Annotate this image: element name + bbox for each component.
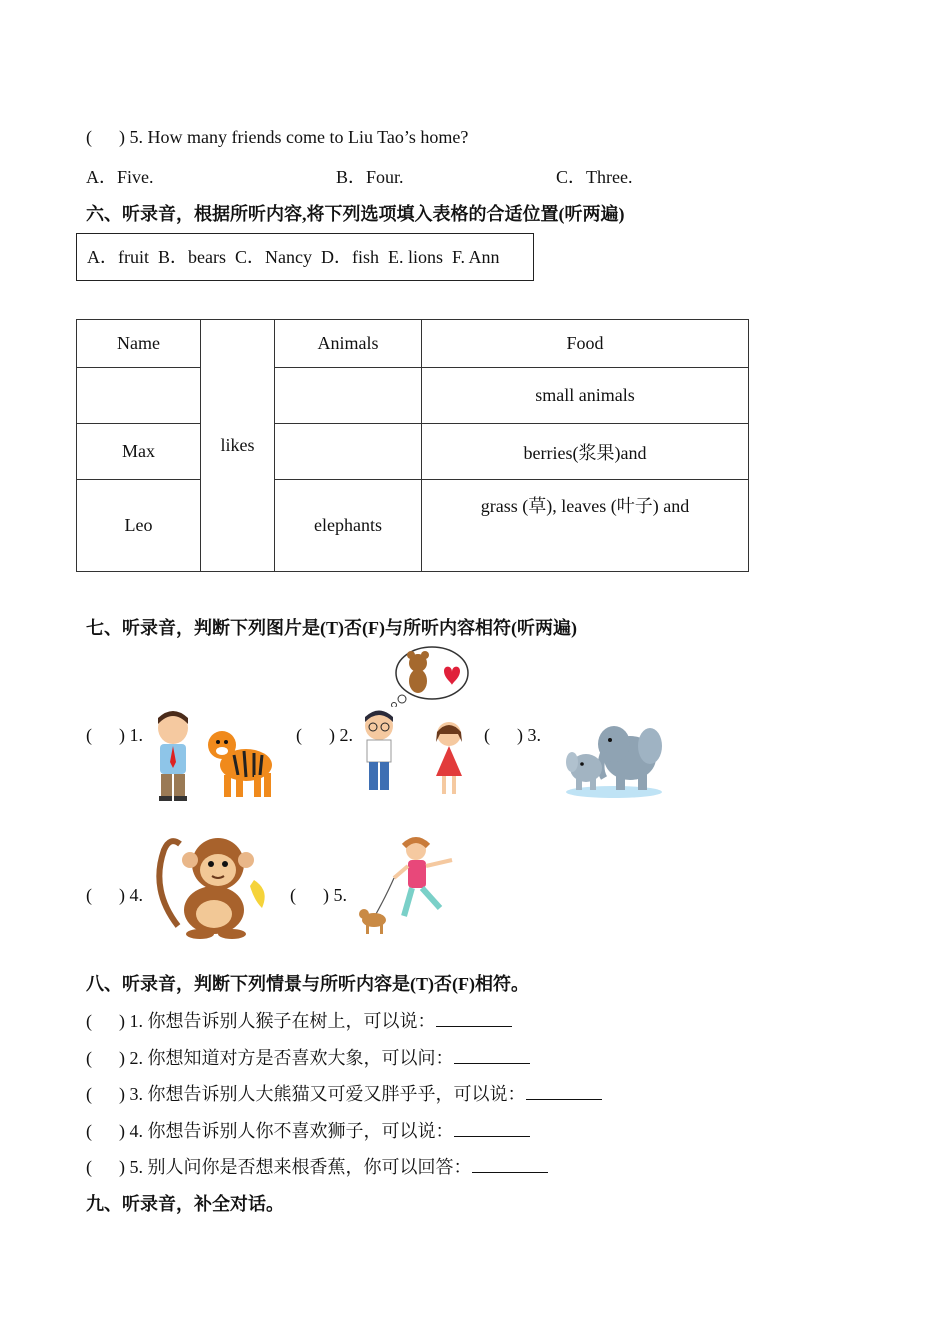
answer-paren[interactable]: ( ) xyxy=(290,885,329,905)
answer-paren[interactable]: ( ) xyxy=(86,725,125,745)
pic-item-3 xyxy=(484,725,541,746)
item-text: 4. 你想告诉别人你不喜欢狮子，可以说： xyxy=(129,1121,454,1141)
answer-blank[interactable] xyxy=(526,1083,602,1100)
item-number: 3. xyxy=(527,725,541,745)
section8-title: 八、听录音，判断下列情景与所听内容是(T)否(F)相符。 xyxy=(86,974,529,994)
q5-line xyxy=(86,127,468,148)
monkey-banana-picture xyxy=(150,830,276,940)
item-text: 3. 你想告诉别人大熊猫又可爱又胖乎乎，可以说： xyxy=(129,1084,526,1104)
row2-animals[interactable] xyxy=(275,424,422,480)
header-name: Name xyxy=(77,320,201,368)
answer-paren[interactable]: ( ) xyxy=(296,725,335,745)
row1-food: small animals xyxy=(422,368,749,424)
tiger-picture xyxy=(204,725,279,800)
option-b: B．Four. xyxy=(336,167,404,187)
boy-with-glasses-picture xyxy=(358,708,400,796)
row1-animals[interactable] xyxy=(275,368,422,424)
answer-blank[interactable] xyxy=(454,1120,530,1137)
section9-title: 九、听录音，补全对话。 xyxy=(86,1194,284,1214)
item-number: 4. xyxy=(129,885,143,905)
answer-paren[interactable]: ( ) xyxy=(86,1048,125,1068)
answer-paren[interactable]: ( ) xyxy=(86,1157,125,1177)
answer-paren[interactable]: ( ) xyxy=(86,127,125,147)
judge-item-1 xyxy=(86,1007,512,1033)
question-text: 5. How many friends come to Liu Tao’s home? xyxy=(129,127,469,147)
header-animals: Animals xyxy=(275,320,422,368)
likes-cell: likes xyxy=(201,320,275,572)
pic-item-2 xyxy=(296,725,353,746)
row3-animals: elephants xyxy=(275,480,422,572)
judge-item-4 xyxy=(86,1117,530,1143)
answer-blank[interactable] xyxy=(454,1047,530,1064)
option-c: C．Three. xyxy=(556,167,633,187)
item-text: 2. 你想知道对方是否喜欢大象，可以问： xyxy=(129,1048,454,1068)
answer-paren[interactable]: ( ) xyxy=(86,885,125,905)
item-text: 5. 别人问你是否想来根香蕉，你可以回答： xyxy=(129,1157,472,1177)
answer-paren[interactable]: ( ) xyxy=(86,1121,125,1141)
header-food: Food xyxy=(422,320,749,368)
item-number: 2. xyxy=(339,725,353,745)
option-a: A．Five. xyxy=(86,167,154,187)
elephants-picture xyxy=(562,708,666,798)
item-number: 5. xyxy=(333,885,347,905)
judge-item-5 xyxy=(86,1153,548,1179)
item-number: 1. xyxy=(129,725,143,745)
pic-item-4 xyxy=(86,885,143,906)
row2-name: Max xyxy=(77,424,201,480)
options-text: A．fruit B．bears C．Nancy D．fish E. lions F. Ann xyxy=(87,247,500,267)
answer-blank[interactable] xyxy=(436,1010,512,1027)
options-box xyxy=(76,233,534,281)
item-text: 1. 你想告诉别人猴子在树上，可以说： xyxy=(129,1011,436,1031)
row1-name[interactable] xyxy=(77,368,201,424)
answer-paren[interactable]: ( ) xyxy=(484,725,523,745)
judge-item-3 xyxy=(86,1080,602,1106)
girl-walking-dog-picture xyxy=(356,836,462,938)
thought-bubble-bear xyxy=(388,645,470,707)
row3-food: grass (草), leaves (叶子) and xyxy=(422,480,749,572)
answer-table xyxy=(76,319,749,572)
judge-item-2 xyxy=(86,1044,530,1070)
girl-picture xyxy=(428,718,470,800)
boy-picture xyxy=(148,708,198,803)
row3-name: Leo xyxy=(77,480,201,572)
answer-paren[interactable]: ( ) xyxy=(86,1084,125,1104)
answer-blank[interactable] xyxy=(472,1156,548,1173)
pic-item-1 xyxy=(86,725,143,746)
answer-paren[interactable]: ( ) xyxy=(86,1011,125,1031)
row2-food: berries(浆果)and xyxy=(422,424,749,480)
section6-title: 六、听录音，根据所听内容,将下列选项填入表格的合适位置(听两遍) xyxy=(86,204,625,224)
pic-item-5 xyxy=(290,885,347,906)
section7-title: 七、听录音，判断下列图片是(T)否(F)与所听内容相符(听两遍) xyxy=(86,618,577,638)
